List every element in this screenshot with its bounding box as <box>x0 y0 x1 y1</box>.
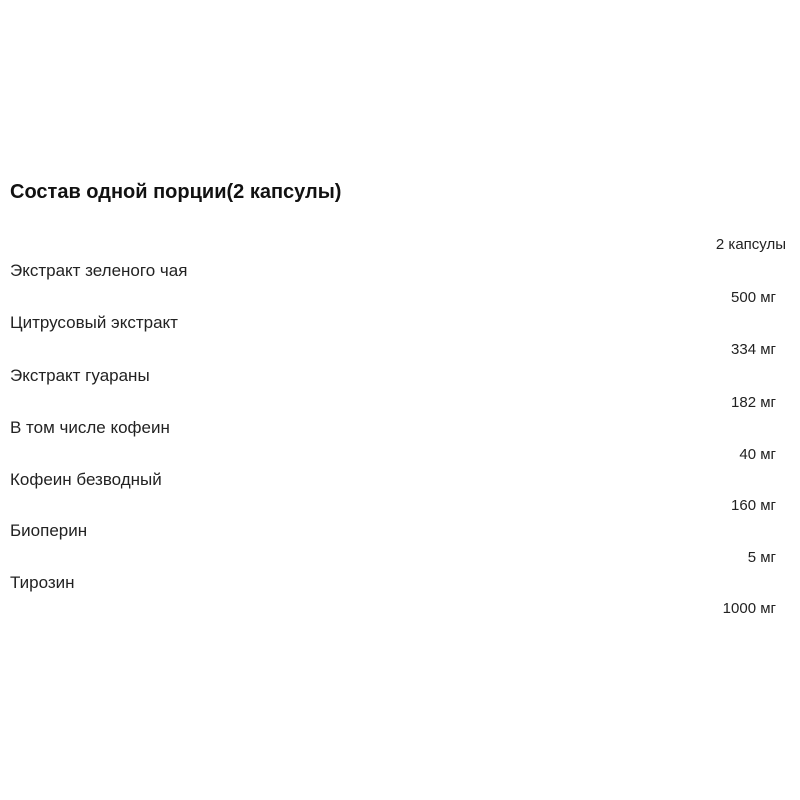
ingredient-amount: 182 мг <box>731 394 776 411</box>
ingredient-name: В том числе кофеин <box>10 418 170 437</box>
ingredient-name: Кофеин безводный <box>10 470 162 489</box>
ingredient-name: Цитрусовый экстракт <box>10 313 178 332</box>
ingredient-amount: 40 мг <box>739 446 776 463</box>
ingredient-amount: 334 мг <box>731 341 776 358</box>
ingredient-name: Тирозин <box>10 573 75 592</box>
ingredient-amount: 160 мг <box>731 497 776 514</box>
page-title: Состав одной порции(2 капсулы) <box>10 181 342 203</box>
ingredient-name: Биоперин <box>10 521 88 540</box>
ingredient-amount: 5 мг <box>747 549 776 566</box>
ingredient-name: Экстракт зеленого чая <box>10 261 188 280</box>
ingredient-amount: 500 мг <box>731 289 776 306</box>
ingredient-amount: 1000 мг <box>722 600 776 617</box>
ingredient-name: Экстракт гуараны <box>10 366 150 385</box>
serving-size-header: 2 капсулы <box>715 236 786 253</box>
